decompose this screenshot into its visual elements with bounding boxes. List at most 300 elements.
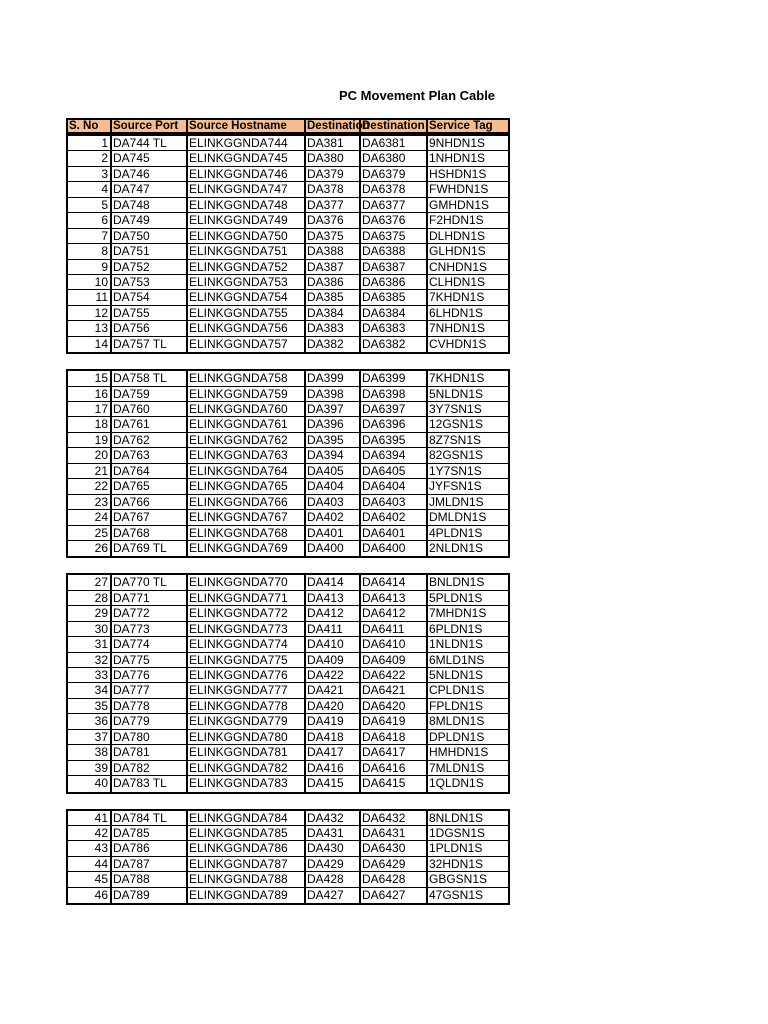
cell-source-port: DA787 <box>112 857 188 871</box>
cell-destination: DA375 <box>306 229 361 243</box>
cell-source-hostname: ELINKGGNDA745 <box>188 151 306 165</box>
header-source-hostname: Source Hostname <box>188 120 306 132</box>
cell-destination: DA429 <box>306 857 361 871</box>
cell-source-hostname: ELINKGGNDA771 <box>188 591 306 605</box>
cell-destination-2: DA6428 <box>361 872 428 886</box>
cell-source-hostname: ELINKGGNDA787 <box>188 857 306 871</box>
cell-destination: DA418 <box>306 730 361 744</box>
cell-sno: 39 <box>68 761 112 775</box>
cell-source-port: DA763 <box>112 448 188 462</box>
table-row <box>68 167 508 182</box>
cell-service-tag: GBGSN1S <box>429 872 488 887</box>
cell-source-hostname: ELINKGGNDA781 <box>188 745 306 759</box>
row-group <box>66 573 510 793</box>
cell-sno: 35 <box>68 699 112 713</box>
cell-service-tag: 8MLDN1S <box>429 714 485 729</box>
cell-service-tag: 4PLDN1S <box>429 525 483 540</box>
cell-sno: 6 <box>68 213 112 227</box>
cell-sno: 37 <box>68 730 112 744</box>
cell-destination-2: DA6400 <box>361 541 428 556</box>
cell-source-hostname: ELINKGGNDA788 <box>188 872 306 886</box>
cell-sno: 40 <box>68 776 112 791</box>
cell-source-port: DA778 <box>112 699 188 713</box>
cell-sno: 15 <box>68 371 112 385</box>
cell-source-hostname: ELINKGGNDA754 <box>188 290 306 304</box>
cell-source-port: DA750 <box>112 229 188 243</box>
cell-service-tag: 7MHDN1S <box>429 606 487 621</box>
cell-source-port: DA780 <box>112 730 188 744</box>
cell-destination-2: DA6401 <box>361 526 428 540</box>
table-row <box>68 244 508 259</box>
cell-destination: DA427 <box>306 888 361 903</box>
cell-source-port: DA771 <box>112 591 188 605</box>
cell-service-tag: 3Y7SN1S <box>429 402 482 416</box>
cell-source-port: DA769 TL <box>112 541 188 556</box>
cell-source-port: DA764 <box>112 464 188 478</box>
cell-service-tag: 1NHDN1S <box>429 151 486 166</box>
cell-destination: DA385 <box>306 290 361 304</box>
group-spacer <box>66 558 510 573</box>
cell-destination: DA409 <box>306 653 361 667</box>
cell-source-hostname: ELINKGGNDA789 <box>188 888 306 903</box>
row-group <box>66 809 510 906</box>
cell-destination-2: DA6387 <box>361 260 428 274</box>
cell-source-hostname: ELINKGGNDA779 <box>188 714 306 728</box>
table-row <box>68 622 508 637</box>
cell-sno: 18 <box>68 417 112 431</box>
cell-destination-2: DA6402 <box>361 510 428 524</box>
cell-destination-2: DA6418 <box>361 730 428 744</box>
table-row <box>68 841 508 856</box>
cell-destination-2: DA6415 <box>361 776 428 791</box>
cell-source-hostname: ELINKGGNDA762 <box>188 433 306 447</box>
cell-destination: DA405 <box>306 464 361 478</box>
cell-source-hostname: ELINKGGNDA746 <box>188 167 306 181</box>
table-row <box>68 888 508 903</box>
cell-source-hostname: ELINKGGNDA759 <box>188 387 306 401</box>
cell-destination: DA396 <box>306 417 361 431</box>
cell-sno: 22 <box>68 479 112 493</box>
cell-service-tag: 1NLDN1S <box>429 637 484 652</box>
table-row <box>68 714 508 729</box>
cell-destination: DA398 <box>306 387 361 401</box>
cell-destination: DA420 <box>306 699 361 713</box>
cell-destination: DA410 <box>306 637 361 651</box>
cable-plan-table <box>66 118 510 905</box>
cell-source-hostname: ELINKGGNDA775 <box>188 653 306 667</box>
table-row <box>68 151 508 166</box>
cell-service-tag: 1QLDN1S <box>429 776 484 791</box>
cell-sno: 19 <box>68 433 112 447</box>
cell-destination: DA401 <box>306 526 361 540</box>
cell-destination-2: DA6431 <box>361 826 428 840</box>
cell-destination: DA414 <box>306 575 361 589</box>
cell-service-tag: 1PLDN1S <box>429 841 483 856</box>
cell-destination: DA399 <box>306 371 361 385</box>
cell-source-hostname: ELINKGGNDA766 <box>188 495 306 509</box>
cell-destination-2: DA6414 <box>361 575 428 589</box>
cell-source-hostname: ELINKGGNDA756 <box>188 321 306 335</box>
cell-sno: 29 <box>68 606 112 620</box>
cell-sno: 12 <box>68 306 112 320</box>
cell-service-tag: BNLDN1S <box>429 575 485 590</box>
cell-source-port: DA767 <box>112 510 188 524</box>
cell-source-port: DA745 <box>112 151 188 165</box>
cell-source-hostname: ELINKGGNDA769 <box>188 541 306 556</box>
cell-destination: DA395 <box>306 433 361 447</box>
cell-destination: DA432 <box>306 811 361 825</box>
cell-sno: 8 <box>68 244 112 258</box>
cell-service-tag: CLHDN1S <box>429 274 486 289</box>
cell-source-hostname: ELINKGGNDA778 <box>188 699 306 713</box>
cell-service-tag: FWHDN1S <box>429 182 489 197</box>
cell-destination-2: DA6378 <box>361 182 428 196</box>
table-row <box>68 761 508 776</box>
cell-sno: 28 <box>68 591 112 605</box>
cell-source-port: DA777 <box>112 683 188 697</box>
cell-service-tag: 7KHDN1S <box>429 290 485 305</box>
cell-sno: 20 <box>68 448 112 462</box>
cell-destination-2: DA6417 <box>361 745 428 759</box>
cell-sno: 41 <box>68 811 112 825</box>
cell-sno: 34 <box>68 683 112 697</box>
cell-destination: DA384 <box>306 306 361 320</box>
cell-destination: DA417 <box>306 745 361 759</box>
cell-service-tag: F2HDN1S <box>429 213 484 228</box>
cell-source-port: DA788 <box>112 872 188 886</box>
cell-source-hostname: ELINKGGNDA750 <box>188 229 306 243</box>
cell-service-tag: 7MLDN1S <box>429 760 485 775</box>
cell-destination-2: DA6419 <box>361 714 428 728</box>
cell-sno: 1 <box>68 136 112 150</box>
cell-destination: DA412 <box>306 606 361 620</box>
cell-source-port: DA761 <box>112 417 188 431</box>
cell-source-hostname: ELINKGGNDA764 <box>188 464 306 478</box>
cell-destination: DA388 <box>306 244 361 258</box>
cell-destination-2: DA6379 <box>361 167 428 181</box>
cell-destination: DA386 <box>306 275 361 289</box>
cell-source-port: DA766 <box>112 495 188 509</box>
cell-sno: 2 <box>68 151 112 165</box>
cell-destination: DA415 <box>306 776 361 791</box>
cell-source-hostname: ELINKGGNDA757 <box>188 337 306 352</box>
table-row <box>68 479 508 494</box>
table-row <box>68 683 508 698</box>
cell-destination: DA380 <box>306 151 361 165</box>
row-group <box>66 134 510 354</box>
cell-destination: DA376 <box>306 213 361 227</box>
cell-destination-2: DA6397 <box>361 402 428 416</box>
cell-sno: 36 <box>68 714 112 728</box>
cell-destination: DA379 <box>306 167 361 181</box>
table-row <box>68 699 508 714</box>
cell-source-port: DA783 TL <box>112 776 188 791</box>
cell-service-tag: 7KHDN1S <box>429 371 485 386</box>
table-row <box>68 337 508 352</box>
cell-service-tag: 8NLDN1S <box>429 810 484 825</box>
cell-source-port: DA775 <box>112 653 188 667</box>
cell-destination: DA400 <box>306 541 361 556</box>
cell-sno: 3 <box>68 167 112 181</box>
cell-sno: 9 <box>68 260 112 274</box>
table-row <box>68 637 508 652</box>
cell-sno: 11 <box>68 290 112 304</box>
cell-destination-2: DA6377 <box>361 198 428 212</box>
cell-sno: 43 <box>68 841 112 855</box>
cell-source-hostname: ELINKGGNDA753 <box>188 275 306 289</box>
cell-sno: 14 <box>68 337 112 352</box>
cell-destination: DA382 <box>306 337 361 352</box>
cell-service-tag: JMLDN1S <box>429 494 484 509</box>
cell-destination-2: DA6384 <box>361 306 428 320</box>
cell-source-port: DA789 <box>112 888 188 903</box>
table-row <box>68 371 508 386</box>
cell-service-tag: 6LHDN1S <box>429 305 484 320</box>
row-group <box>66 369 510 558</box>
cell-destination: DA403 <box>306 495 361 509</box>
cell-source-port: DA784 TL <box>112 811 188 825</box>
table-row <box>68 510 508 525</box>
cell-destination-2: DA6376 <box>361 213 428 227</box>
cell-service-tag: 5NLDN1S <box>429 386 484 401</box>
table-row <box>68 857 508 872</box>
cell-destination-2: DA6409 <box>361 653 428 667</box>
table-row <box>68 402 508 417</box>
cell-destination: DA383 <box>306 321 361 335</box>
table-row <box>68 606 508 621</box>
cell-destination-2: DA6421 <box>361 683 428 697</box>
header-sno: S. No <box>68 120 112 132</box>
cell-sno: 27 <box>68 575 112 589</box>
cell-source-port: DA781 <box>112 745 188 759</box>
cell-service-tag: 1DGSN1S <box>429 825 486 840</box>
cell-source-port: DA754 <box>112 290 188 304</box>
cell-service-tag: DMLDN1S <box>429 510 487 525</box>
cell-source-port: DA773 <box>112 622 188 636</box>
cell-source-port: DA768 <box>112 526 188 540</box>
cell-sno: 45 <box>68 872 112 886</box>
cell-destination: DA378 <box>306 182 361 196</box>
cell-service-tag: DLHDN1S <box>429 228 486 243</box>
table-row <box>68 872 508 887</box>
cell-destination-2: DA6385 <box>361 290 428 304</box>
table-row <box>68 653 508 668</box>
cell-source-port: DA762 <box>112 433 188 447</box>
table-row <box>68 730 508 745</box>
cell-source-hostname: ELINKGGNDA761 <box>188 417 306 431</box>
cell-service-tag: 5NLDN1S <box>429 668 484 682</box>
header-source-port: Source Port <box>112 120 188 132</box>
table-row <box>68 321 508 336</box>
table-row <box>68 668 508 683</box>
cell-service-tag: 9NHDN1S <box>429 136 486 150</box>
cell-service-tag: JYFSN1S <box>429 479 482 494</box>
cell-destination-2: DA6380 <box>361 151 428 165</box>
cell-source-port: DA785 <box>112 826 188 840</box>
cell-service-tag: 1Y7SN1S <box>429 463 482 478</box>
table-row <box>68 541 508 556</box>
cell-source-port: DA782 <box>112 761 188 775</box>
cell-destination: DA428 <box>306 872 361 886</box>
group-spacer <box>66 794 510 809</box>
cell-source-hostname: ELINKGGNDA763 <box>188 448 306 462</box>
cell-source-port: DA776 <box>112 668 188 682</box>
cell-source-hostname: ELINKGGNDA752 <box>188 260 306 274</box>
table-row <box>68 464 508 479</box>
cell-destination-2: DA6403 <box>361 495 428 509</box>
table-row <box>68 776 508 791</box>
cell-destination-2: DA6405 <box>361 464 428 478</box>
table-row <box>68 433 508 448</box>
cell-source-hostname: ELINKGGNDA747 <box>188 182 306 196</box>
cell-destination: DA381 <box>306 136 361 150</box>
cell-destination-2: DA6398 <box>361 387 428 401</box>
cell-destination-2: DA6381 <box>361 136 428 150</box>
cell-source-hostname: ELINKGGNDA749 <box>188 213 306 227</box>
cell-sno: 42 <box>68 826 112 840</box>
cell-destination: DA422 <box>306 668 361 682</box>
table-row <box>68 275 508 290</box>
table-row <box>68 387 508 402</box>
cell-sno: 31 <box>68 637 112 651</box>
cell-source-port: DA756 <box>112 321 188 335</box>
cell-source-hostname: ELINKGGNDA768 <box>188 526 306 540</box>
cell-source-port: DA786 <box>112 841 188 855</box>
table-body <box>66 134 510 905</box>
cell-source-port: DA758 TL <box>112 371 188 385</box>
cell-sno: 25 <box>68 526 112 540</box>
cell-destination-2: DA6375 <box>361 229 428 243</box>
table-row <box>68 417 508 432</box>
table-row <box>68 448 508 463</box>
cell-sno: 7 <box>68 229 112 243</box>
cell-sno: 24 <box>68 510 112 524</box>
cell-destination: DA431 <box>306 826 361 840</box>
cell-source-hostname: ELINKGGNDA774 <box>188 637 306 651</box>
cell-destination: DA402 <box>306 510 361 524</box>
cell-destination-2: DA6427 <box>361 888 428 903</box>
cell-service-tag: 6MLD1NS <box>429 652 485 667</box>
table-row <box>68 526 508 541</box>
cell-source-port: DA757 TL <box>112 337 188 352</box>
cell-destination-2: DA6386 <box>361 275 428 289</box>
cell-source-hostname: ELINKGGNDA760 <box>188 402 306 416</box>
table-row <box>68 591 508 606</box>
cell-service-tag: 12GSN1S <box>429 417 484 432</box>
header-destination: Destination <box>307 120 370 132</box>
cell-destination: DA413 <box>306 591 361 605</box>
cell-service-tag: 7NHDN1S <box>429 321 486 336</box>
cell-service-tag: 5PLDN1S <box>429 590 483 605</box>
cell-source-port: DA753 <box>112 275 188 289</box>
cell-destination-2: DA6429 <box>361 857 428 871</box>
cell-destination-2: DA6432 <box>361 811 428 825</box>
cell-destination: DA397 <box>306 402 361 416</box>
cell-destination-2: DA6410 <box>361 637 428 651</box>
cell-service-tag: FPLDN1S <box>429 698 484 713</box>
cell-destination-2: DA6430 <box>361 841 428 855</box>
table-row <box>68 495 508 510</box>
cell-sno: 32 <box>68 653 112 667</box>
cell-service-tag: GMHDN1S <box>429 197 490 212</box>
cell-destination-2: DA6411 <box>361 622 428 636</box>
cell-destination-2: DA6388 <box>361 244 428 258</box>
table-row <box>68 182 508 197</box>
cell-destination-2: DA6396 <box>361 417 428 431</box>
cell-source-port: DA749 <box>112 213 188 227</box>
cell-source-hostname: ELINKGGNDA784 <box>188 811 306 825</box>
cell-destination-2: DA6404 <box>361 479 428 493</box>
table-header <box>66 118 510 134</box>
table-row <box>68 136 508 151</box>
cell-sno: 33 <box>68 668 112 682</box>
cell-source-hostname: ELINKGGNDA755 <box>188 306 306 320</box>
cell-source-port: DA760 <box>112 402 188 416</box>
cell-source-port: DA774 <box>112 637 188 651</box>
cell-source-hostname: ELINKGGNDA773 <box>188 622 306 636</box>
cell-source-hostname: ELINKGGNDA785 <box>188 826 306 840</box>
cell-source-port: DA779 <box>112 714 188 728</box>
table-row <box>68 260 508 275</box>
cell-sno: 38 <box>68 745 112 759</box>
cell-source-hostname: ELINKGGNDA772 <box>188 606 306 620</box>
cell-destination-2: DA6383 <box>361 321 428 335</box>
cell-sno: 21 <box>68 464 112 478</box>
cell-service-tag: HSHDN1S <box>429 166 487 181</box>
cell-service-tag: CPLDN1S <box>429 683 485 698</box>
cell-sno: 46 <box>68 888 112 903</box>
cell-sno: 26 <box>68 541 112 556</box>
cell-sno: 13 <box>68 321 112 335</box>
cell-source-port: DA772 <box>112 606 188 620</box>
cell-service-tag: 2NLDN1S <box>429 540 484 555</box>
cell-source-hostname: ELINKGGNDA782 <box>188 761 306 775</box>
cell-destination-2: DA6395 <box>361 433 428 447</box>
cell-sno: 44 <box>68 857 112 871</box>
cell-source-hostname: ELINKGGNDA748 <box>188 198 306 212</box>
cell-destination-2: DA6420 <box>361 699 428 713</box>
cell-destination: DA416 <box>306 761 361 775</box>
cell-destination: DA394 <box>306 448 361 462</box>
cell-source-hostname: ELINKGGNDA767 <box>188 510 306 524</box>
cell-destination-2: DA6399 <box>361 371 428 385</box>
cell-service-tag: HMHDN1S <box>429 745 489 760</box>
cell-destination: DA387 <box>306 260 361 274</box>
cell-source-port: DA746 <box>112 167 188 181</box>
table-row <box>68 745 508 760</box>
cell-source-hostname: ELINKGGNDA758 <box>188 371 306 385</box>
header-service-tag: Service Tag <box>429 120 493 132</box>
cell-source-hostname: ELINKGGNDA786 <box>188 841 306 855</box>
cell-source-port: DA759 <box>112 387 188 401</box>
header-destination-2: Destination <box>361 120 428 132</box>
cell-source-port: DA752 <box>112 260 188 274</box>
table-row <box>68 213 508 228</box>
cell-destination-2: DA6416 <box>361 761 428 775</box>
table-row <box>68 826 508 841</box>
cell-service-tag: CNHDN1S <box>429 259 488 274</box>
cell-source-hostname: ELINKGGNDA765 <box>188 479 306 493</box>
table-row <box>68 575 508 590</box>
cell-source-port: DA755 <box>112 306 188 320</box>
cell-sno: 30 <box>68 622 112 636</box>
cell-destination-2: DA6422 <box>361 668 428 682</box>
table-row <box>68 306 508 321</box>
cell-source-hostname: ELINKGGNDA777 <box>188 683 306 697</box>
cell-service-tag: 6PLDN1S <box>429 621 483 636</box>
cell-destination-2: DA6412 <box>361 606 428 620</box>
cell-destination: DA430 <box>306 841 361 855</box>
